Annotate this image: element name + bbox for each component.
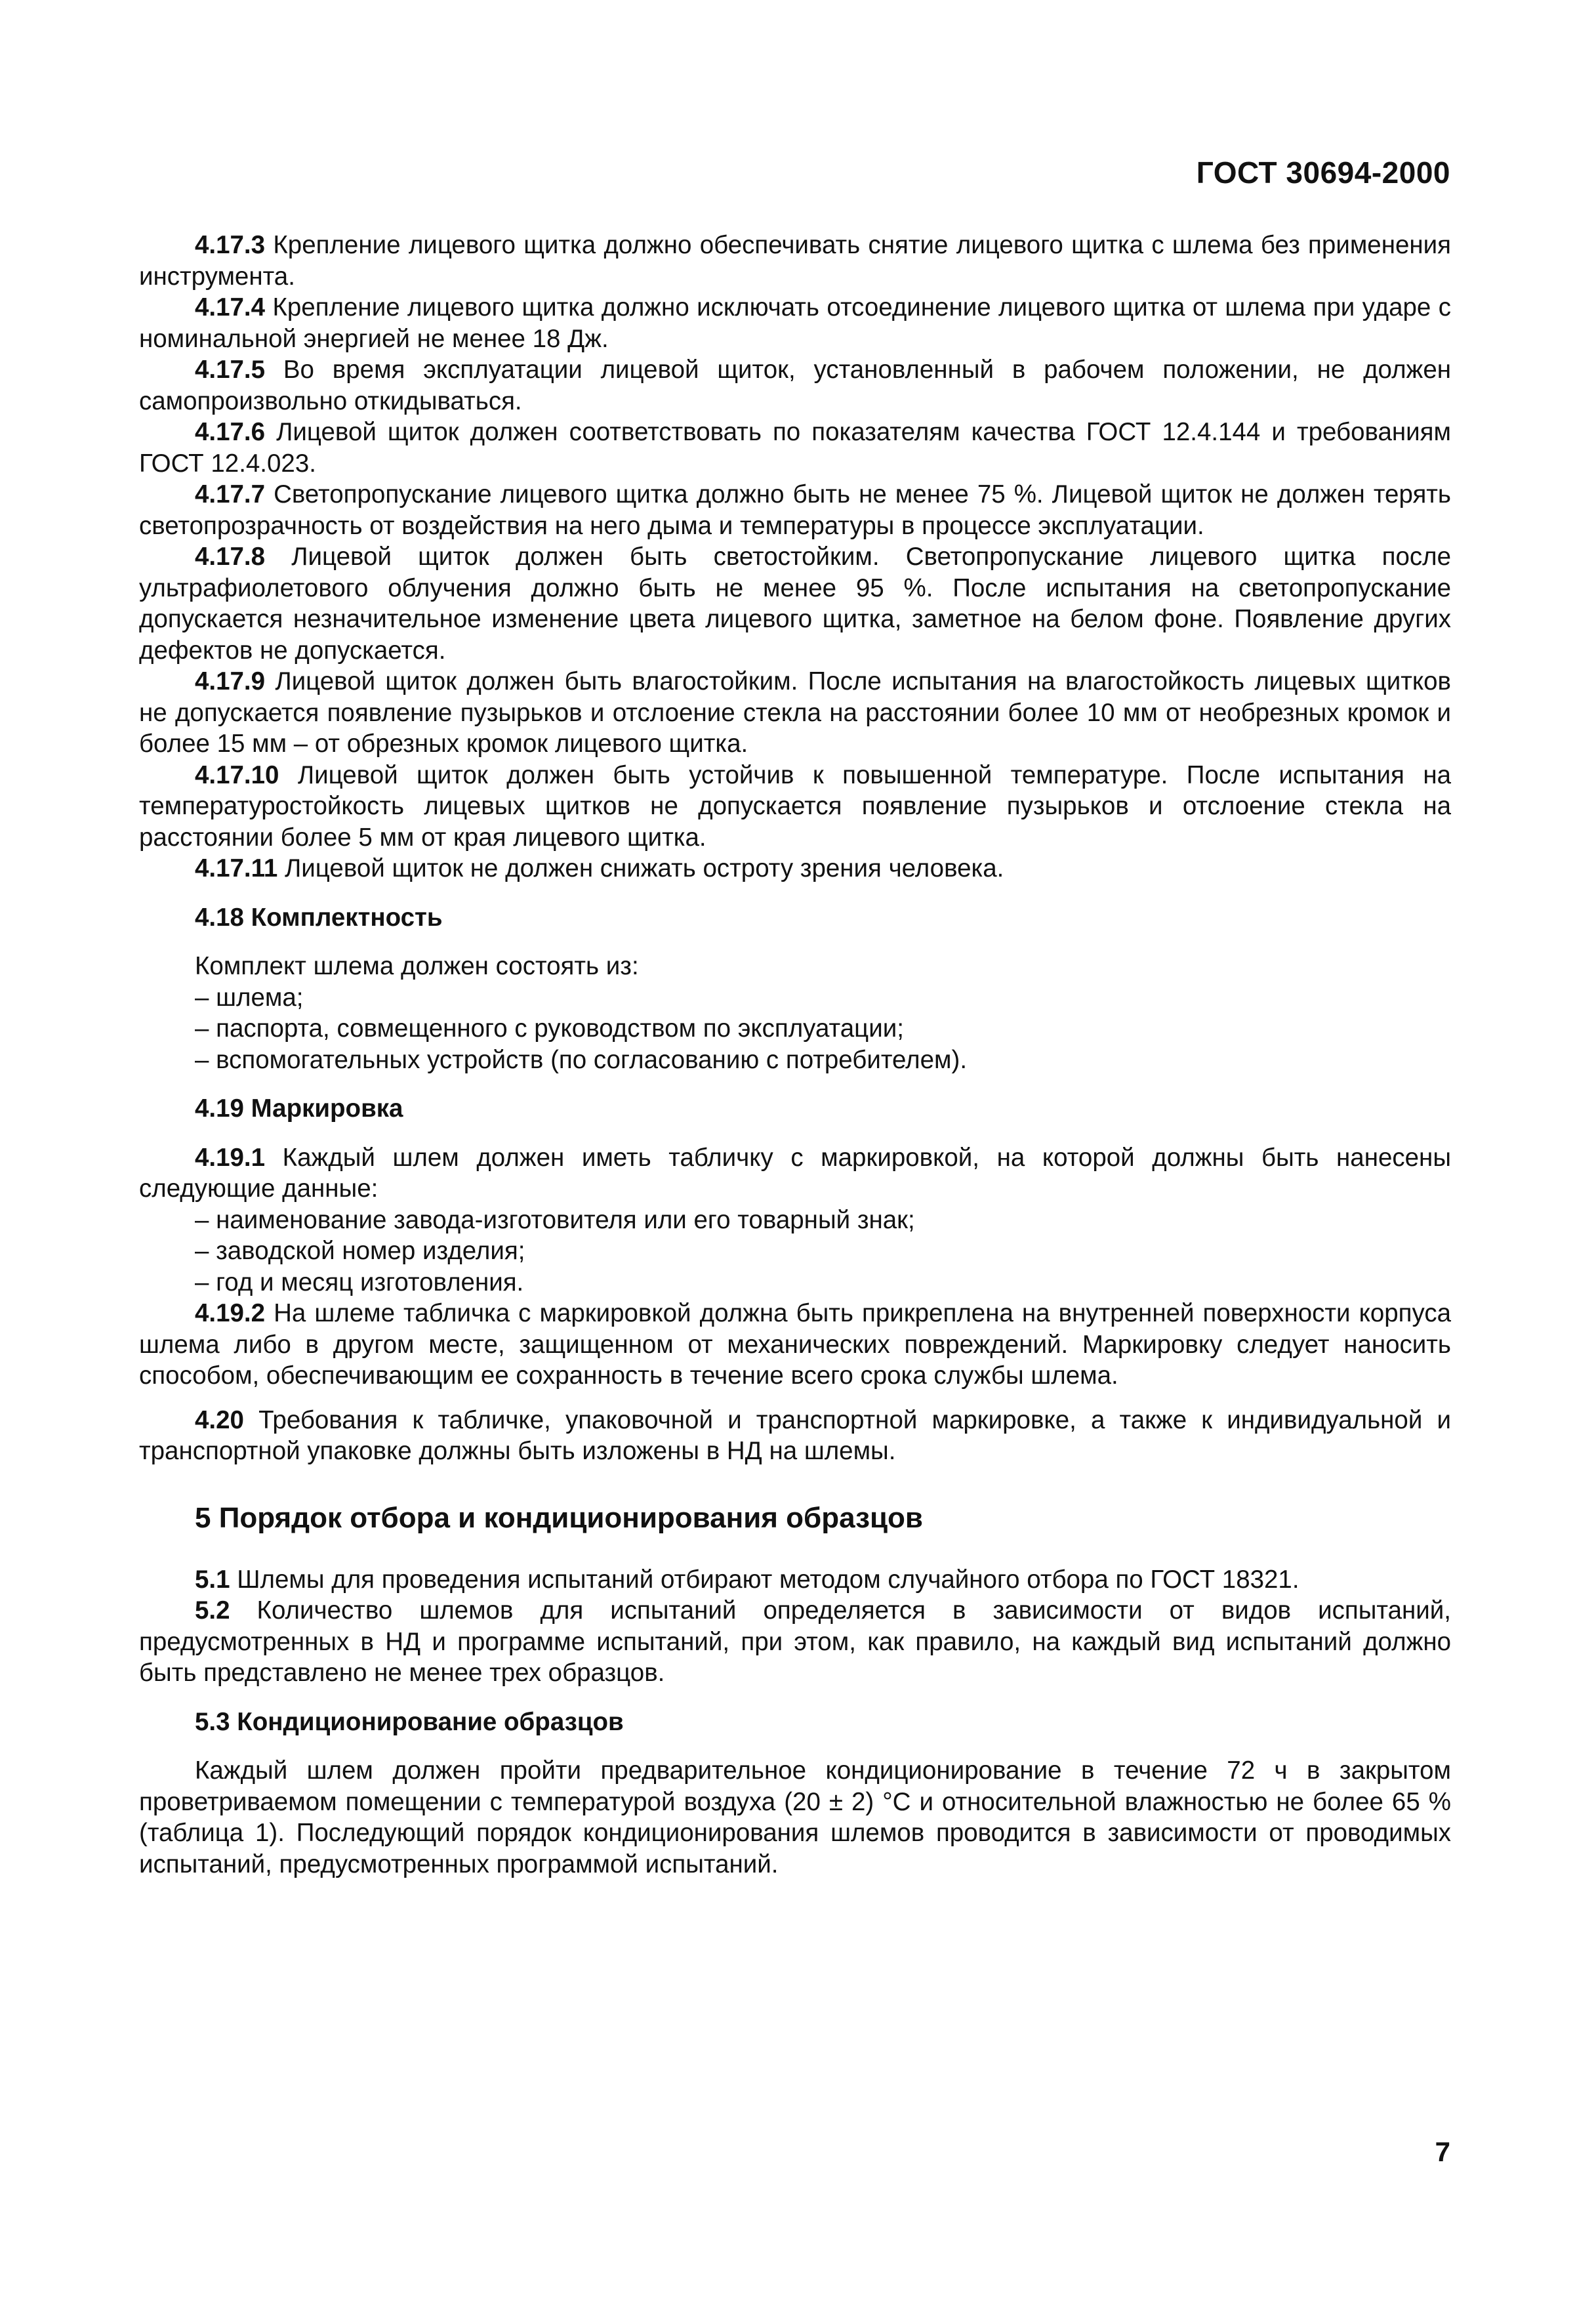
document-header: ГОСТ 30694-2000 [1196, 155, 1450, 190]
completeness-intro: Комплект шлема должен состоять из: [195, 952, 639, 980]
paragraph-text: Светопропускание лицевого щитка должно быть не менее 75 %. Лицевой щиток не должен терять светопрозрачность от воздействия на него дыма и температуры в процессе эксплуатации. [139, 480, 1451, 540]
paragraph-4-17-11 [139, 853, 1451, 884]
paragraph-text: Лицевой щиток должен соответствовать по показателям качества ГОСТ 12.4.144 и требованиям ГОСТ 12.4.023. [139, 418, 1451, 478]
paragraph-number: 4.17.11 [195, 854, 278, 882]
paragraph-5-1 [139, 1564, 1451, 1596]
paragraph-4-17-8 [139, 541, 1451, 666]
paragraph-number: 4.17.6 [195, 418, 266, 446]
paragraph-number: 4.17.10 [195, 760, 279, 789]
marking-list [139, 1205, 1451, 1298]
paragraph-number: 4.19.2 [195, 1299, 266, 1327]
paragraph-5-3: Каждый шлем должен пройти предварительное кондиционирование в течение 72 ч в закрытом проветриваемом помещении с температурой воздуха (20 ± 2) °С и относительной влажностью не более 65 % (таблица 1). Последующий порядок кондиционирования шлемов проводится в зависимости от проводимых испытаний, предусмотренных программой испытаний. [139, 1756, 1451, 1878]
paragraph-number: 4.19.1 [195, 1143, 266, 1172]
paragraph-number: 4.17.7 [195, 480, 266, 508]
section-heading-5: 5 Порядок отбора и кондиционирования образцов [195, 1501, 923, 1534]
paragraph-5-2 [139, 1595, 1451, 1689]
paragraph-4-19-1 [139, 1142, 1451, 1205]
paragraph-4-17-7 [139, 479, 1451, 541]
paragraph-4-20 [139, 1405, 1451, 1467]
paragraph-4-17-5 [139, 354, 1451, 417]
section-heading-4-18: 4.18 Комплектность [195, 903, 443, 932]
paragraph-4-17-10 [139, 760, 1451, 854]
paragraph-text: Количество шлемов для испытаний определяется в зависимости от видов испытаний, предусмотренных в НД и программе испытаний, при этом, как правило, на каждый вид испытаний должно быть представлено не менее трех образцов. [139, 1596, 1451, 1687]
page-body [139, 230, 1451, 1880]
paragraph-4-17-3 [139, 230, 1451, 292]
paragraph-text: На шлеме табличка с маркировкой должна быть прикреплена на внутренней поверхности корпуса шлема либо в другом месте, защищенном от механических повреждений. Маркировку следует наносить способом, обеспечивающим ее сохранность в течение всего срока службы шлема. [139, 1299, 1451, 1390]
paragraph-text: Лицевой щиток должен быть устойчив к повышенной температуре. После испытания на температуростойкость лицевых щитков не допускается появление пузырьков и отслоение стекла на расстоянии более 5 мм от края лицевого щитка. [139, 760, 1451, 852]
paragraph-text: Крепление лицевого щитка должно исключать отсоединение лицевого щитка от шлема при ударе с номинальной энергией не менее 18 Дж. [139, 293, 1451, 353]
paragraph-text: Лицевой щиток не должен снижать остроту зрения человека. [277, 854, 1004, 882]
list-item: – заводской номер изделия; [195, 1237, 525, 1265]
paragraph-number: 5.1 [195, 1565, 230, 1594]
list-item: – вспомогательных устройств (по согласованию с потребителем). [195, 1045, 968, 1074]
section-heading-5-3: 5.3 Кондиционирование образцов [195, 1707, 624, 1736]
page-number: 7 [1435, 2136, 1450, 2167]
list-item: – шлема; [195, 983, 304, 1012]
paragraph-text: Шлемы для проведения испытаний отбирают методом случайного отбора по ГОСТ 18321. [230, 1565, 1299, 1594]
paragraph-text: Требования к табличке, упаковочной и транспортной маркировке, а также к индивидуальной и транспортной упаковке должны быть изложены в НД на шлемы. [139, 1405, 1451, 1465]
paragraph-number: 4.17.3 [195, 231, 266, 259]
paragraph-number: 4.17.4 [195, 293, 266, 321]
section-heading-4-19: 4.19 Маркировка [195, 1094, 403, 1123]
paragraph-text: Крепление лицевого щитка должно обеспечивать снятие лицевого щитка с шлема без применения инструмента. [139, 231, 1451, 291]
paragraph-number: 4.20 [195, 1405, 244, 1434]
paragraph-text: Лицевой щиток должен быть светостойким. Светопропускание лицевого щитка после ультрафиолетового облучения должно быть не менее 95 %. После испытания на светопропускание допускается незначительное изменение цвета лицевого щитка, заметное на белом фоне. Появление других дефектов не допускается. [139, 543, 1451, 665]
paragraph-text: Лицевой щиток должен быть влагостойким. После испытания на влагостойкость лицевых щитков не допускается появление пузырьков и отслоение стекла на расстоянии более 10 мм от необрезных кромок и более 15 мм – от обрезных кромок лицевого щитка. [139, 667, 1451, 758]
paragraph-4-19-2 [139, 1298, 1451, 1392]
completeness-list [139, 982, 1451, 1076]
list-item: – паспорта, совмещенного с руководством по эксплуатации; [195, 1014, 904, 1043]
paragraph-text: Каждый шлем должен иметь табличку с маркировкой, на которой должны быть нанесены следующие данные: [139, 1143, 1451, 1203]
paragraph-number: 5.2 [195, 1596, 230, 1625]
paragraph-number: 4.17.8 [195, 543, 266, 571]
paragraph-number: 4.17.9 [195, 667, 266, 695]
paragraph-4-17-4 [139, 292, 1451, 354]
paragraph-4-17-9 [139, 666, 1451, 760]
paragraph-text: Во время эксплуатации лицевой щиток, установленный в рабочем положении, не должен самопроизвольно откидываться. [139, 356, 1451, 415]
list-item: – наименование завода-изготовителя или его товарный знак; [195, 1205, 915, 1234]
paragraph-number: 4.17.5 [195, 356, 266, 384]
paragraph-4-17-6 [139, 417, 1451, 479]
list-item: – год и месяц изготовления. [195, 1268, 524, 1296]
